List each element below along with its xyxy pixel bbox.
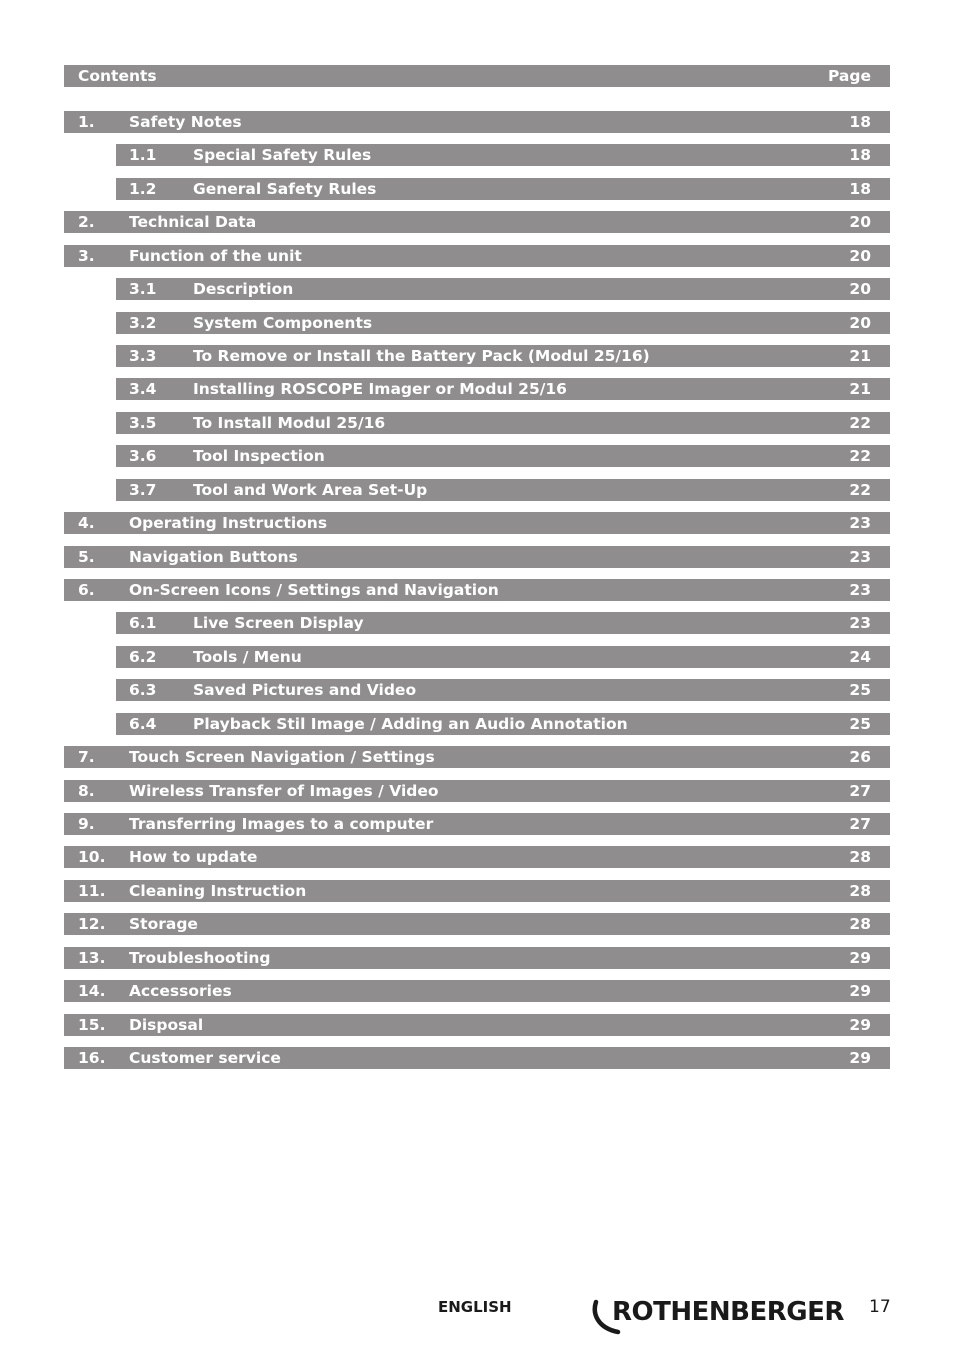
toc-section-row <box>64 913 890 935</box>
toc-section-row <box>64 780 890 802</box>
toc-subsection-row <box>116 345 890 367</box>
toc-title: Technical Data <box>129 213 257 231</box>
toc-page-number: 29 <box>849 982 871 1000</box>
toc-section-row <box>64 546 890 568</box>
toc-number: 6.2 <box>129 648 157 666</box>
toc-page-number: 20 <box>849 314 871 332</box>
toc-page-number: 23 <box>849 614 871 632</box>
toc-title: Customer service <box>129 1049 281 1067</box>
toc-subsection-row <box>116 679 890 701</box>
toc-title: To Install Modul 25/16 <box>193 414 386 432</box>
toc-page-number: 23 <box>849 548 871 566</box>
toc-number: 3.3 <box>129 347 157 365</box>
toc-page-number: 20 <box>849 213 871 231</box>
toc-page-number: 23 <box>849 514 871 532</box>
toc-title: Live Screen Display <box>193 614 364 632</box>
toc-section-row <box>64 111 890 133</box>
toc-page-number: 21 <box>849 380 871 398</box>
toc-page-number: 24 <box>849 648 871 666</box>
toc-title: Function of the unit <box>129 247 302 265</box>
toc-section-row <box>64 512 890 534</box>
toc-title: Safety Notes <box>129 113 242 131</box>
toc-number: 14. <box>78 982 106 1000</box>
toc-section-row <box>64 579 890 601</box>
toc-page-number: 20 <box>849 247 871 265</box>
toc-title: Special Safety Rules <box>193 146 372 164</box>
toc-page-number: 18 <box>849 146 871 164</box>
toc-number: 1. <box>78 113 95 131</box>
toc-number: 2. <box>78 213 95 231</box>
toc-section-row <box>64 947 890 969</box>
toc-section-row <box>64 980 890 1002</box>
footer-page-number: 17 <box>869 1297 891 1317</box>
toc-page-number: 29 <box>849 1049 871 1067</box>
toc-page-number: 28 <box>849 915 871 933</box>
toc-page-number: 27 <box>849 815 871 833</box>
toc-section-row <box>64 746 890 768</box>
toc-section-row <box>64 211 890 233</box>
toc-number: 10. <box>78 848 106 866</box>
toc-page-number: 22 <box>849 414 871 432</box>
toc-number: 6.4 <box>129 715 157 733</box>
toc-title: On-Screen Icons / Settings and Navigation <box>129 581 499 599</box>
toc-title: General Safety Rules <box>193 180 377 198</box>
rothenberger-logo <box>592 1296 844 1336</box>
toc-number: 6.1 <box>129 614 157 632</box>
toc-page-number: 23 <box>849 581 871 599</box>
toc-title: Troubleshooting <box>129 949 271 967</box>
toc-subsection-row <box>116 479 890 501</box>
toc-section-row <box>64 1014 890 1036</box>
toc-title: Accessories <box>129 982 232 1000</box>
toc-title: Description <box>193 280 294 298</box>
toc-title: Saved Pictures and Video <box>193 681 417 699</box>
toc-title: Operating Instructions <box>129 514 328 532</box>
toc-number: 4. <box>78 514 95 532</box>
toc-section-row <box>64 245 890 267</box>
toc-subsection-row <box>116 378 890 400</box>
toc-page-number: 27 <box>849 782 871 800</box>
toc-number: 1.1 <box>129 146 157 164</box>
toc-title: Storage <box>129 915 198 933</box>
logo-wordmark: ROTHENBERGER <box>612 1297 844 1327</box>
toc-title: How to update <box>129 848 258 866</box>
toc-number: 3.7 <box>129 481 157 499</box>
toc-title: Transferring Images to a computer <box>129 815 434 833</box>
toc-title: Cleaning Instruction <box>129 882 307 900</box>
toc-title: Tools / Menu <box>193 648 302 666</box>
toc-subsection-row <box>116 646 890 668</box>
toc-page-number: 22 <box>849 481 871 499</box>
toc-number: 3.6 <box>129 447 157 465</box>
toc-title: Touch Screen Navigation / Settings <box>129 748 435 766</box>
toc-number: 12. <box>78 915 106 933</box>
toc-page-number: 25 <box>849 715 871 733</box>
toc-subsection-row <box>116 278 890 300</box>
contents-label: Contents <box>78 67 157 85</box>
toc-title: Disposal <box>129 1016 204 1034</box>
page-column-label: Page <box>827 67 871 85</box>
footer-language: ENGLISH <box>438 1298 512 1316</box>
toc-number: 16. <box>78 1049 106 1067</box>
toc-number: 13. <box>78 949 106 967</box>
toc-subsection-row <box>116 612 890 634</box>
toc-subsection-row <box>116 178 890 200</box>
toc-section-row <box>64 1047 890 1069</box>
toc-section-row <box>64 880 890 902</box>
toc-number: 3. <box>78 247 95 265</box>
toc-page-number: 18 <box>849 113 871 131</box>
toc-page-number: 29 <box>849 1016 871 1034</box>
toc-title: Tool and Work Area Set-Up <box>193 481 428 499</box>
toc-page-number: 18 <box>849 180 871 198</box>
contents-header-bar <box>64 65 890 87</box>
toc-number: 1.2 <box>129 180 157 198</box>
toc-title: Wireless Transfer of Images / Video <box>129 782 439 800</box>
toc-section-row <box>64 813 890 835</box>
toc-page-number: 20 <box>849 280 871 298</box>
toc-title: Navigation Buttons <box>129 548 298 566</box>
toc-number: 3.5 <box>129 414 157 432</box>
toc-number: 3.2 <box>129 314 157 332</box>
toc-number: 9. <box>78 815 95 833</box>
toc-title: Installing ROSCOPE Imager or Modul 25/16 <box>193 380 567 398</box>
toc-page-number: 28 <box>849 848 871 866</box>
toc-title: Playback Stil Image / Adding an Audio Annotation <box>193 715 628 733</box>
toc-subsection-row <box>116 144 890 166</box>
toc-page-number: 28 <box>849 882 871 900</box>
toc-page-number: 21 <box>849 347 871 365</box>
toc-number: 15. <box>78 1016 106 1034</box>
toc-page-number: 25 <box>849 681 871 699</box>
toc-number: 7. <box>78 748 95 766</box>
toc-number: 5. <box>78 548 95 566</box>
toc-title: To Remove or Install the Battery Pack (Modul 25/16) <box>193 347 650 365</box>
toc-subsection-row <box>116 713 890 735</box>
toc-number: 3.4 <box>129 380 157 398</box>
toc-subsection-row <box>116 445 890 467</box>
toc-number: 6.3 <box>129 681 157 699</box>
toc-title: System Components <box>193 314 373 332</box>
toc-subsection-row <box>116 412 890 434</box>
toc-page-number: 22 <box>849 447 871 465</box>
toc-subsection-row <box>116 312 890 334</box>
toc-number: 6. <box>78 581 95 599</box>
toc-page-number: 29 <box>849 949 871 967</box>
toc-number: 11. <box>78 882 106 900</box>
toc-page-number: 26 <box>849 748 871 766</box>
toc-number: 3.1 <box>129 280 157 298</box>
toc-section-row <box>64 846 890 868</box>
toc-title: Tool Inspection <box>193 447 325 465</box>
toc-number: 8. <box>78 782 95 800</box>
